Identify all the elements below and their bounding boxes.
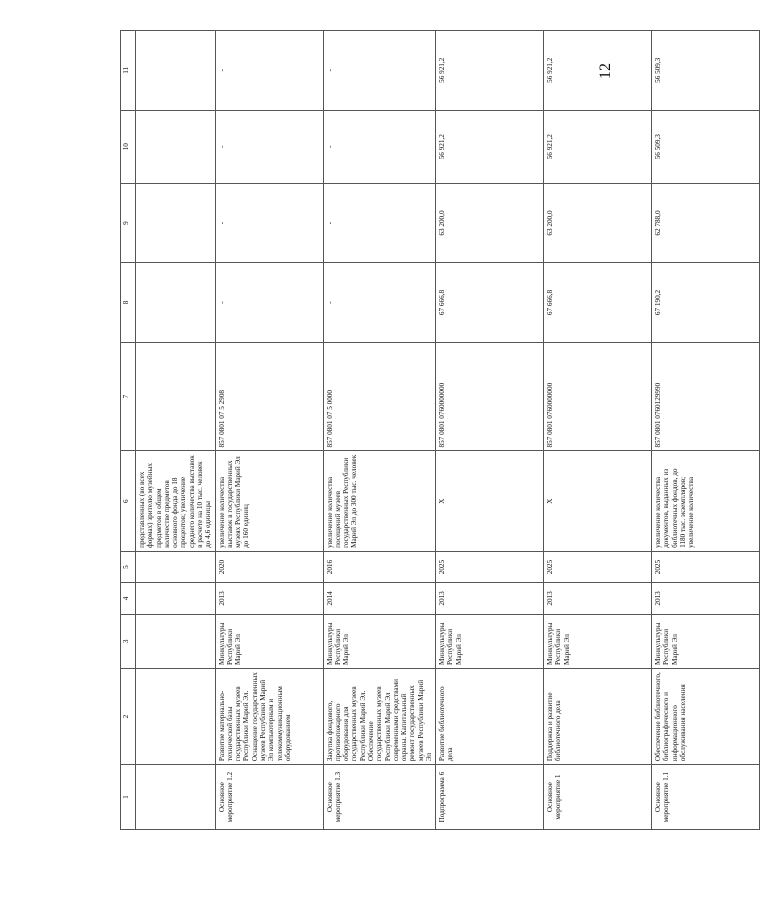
column-header: 10	[121, 110, 136, 183]
cell-value: 63 200,0	[544, 183, 652, 262]
cell-code	[136, 342, 216, 451]
cell-value: 67 666,8	[436, 263, 544, 342]
cell-code: 857 0801 0760000000	[544, 342, 652, 451]
cell-end-year: 2025	[652, 551, 760, 582]
table-row	[544, 31, 652, 830]
cell-value: 56 921,2	[544, 31, 652, 111]
cell-value: -	[323, 110, 436, 183]
cell-measure: Основное мероприятие 1.1	[652, 765, 760, 830]
cell-result: увеличение количества выставок в государственных музеях Республики Марий Эл до 160 единиц	[215, 451, 323, 551]
table-row	[136, 31, 216, 830]
cell-executor: Минкультуры Республики Марий Эл	[215, 614, 323, 668]
cell-end-year: 2025	[436, 551, 544, 582]
cell-value: -	[323, 183, 436, 262]
cell-start-year: 2013	[436, 583, 544, 614]
cell-executor: Минкультуры Республики Марий Эл	[652, 614, 760, 668]
cell-value	[136, 31, 216, 111]
cell-end-year: 2025	[544, 551, 652, 582]
cell-code: 857 0801 0760000000	[436, 342, 544, 451]
table-row	[323, 31, 436, 830]
cell-measure	[136, 765, 216, 830]
page-number: 12	[597, 63, 614, 79]
cell-code: 857 0801 07 5 2908	[215, 342, 323, 451]
column-header: 11	[121, 31, 136, 111]
cell-end-year	[136, 551, 216, 582]
cell-title: Развитие библиотечного дела	[436, 668, 544, 764]
cell-value	[136, 110, 216, 183]
cell-result: увеличение количества документов, выданных из библиотечных фондов, до 1180 тыс. экземпляров; увеличение количества	[652, 451, 760, 551]
cell-result: увеличение количества посещений музеев государственных Республики Марий Эл до 300 тыс. человек	[323, 451, 436, 551]
cell-measure: Основное мероприятие 1.3	[323, 765, 436, 830]
cell-value: -	[215, 183, 323, 262]
column-header: 9	[121, 183, 136, 262]
cell-code: 857 0801 07 5 0000	[323, 342, 436, 451]
program-table	[120, 30, 760, 830]
cell-executor: Минкультуры Республики Марий Эл	[544, 614, 652, 668]
table-row	[436, 31, 544, 830]
cell-start-year	[136, 583, 216, 614]
cell-value: 63 200,0	[436, 183, 544, 262]
cell-value: 56 509,3	[652, 110, 760, 183]
cell-executor: Минкультуры Республики Марий Эл	[323, 614, 436, 668]
cell-value: 56 921,2	[436, 110, 544, 183]
column-header: 4	[121, 583, 136, 614]
cell-value	[136, 263, 216, 342]
column-header: 2	[121, 668, 136, 764]
cell-title: Поддержка и развитие библиотечного дела	[544, 668, 652, 764]
cell-start-year: 2013	[215, 583, 323, 614]
cell-code: 857 0801 0760129990	[652, 342, 760, 451]
column-header: 3	[121, 614, 136, 668]
cell-end-year: 2016	[323, 551, 436, 582]
cell-start-year: 2013	[652, 583, 760, 614]
cell-measure: Подпрограмма 6	[436, 765, 544, 830]
cell-end-year: 2020	[215, 551, 323, 582]
program-table-container	[120, 30, 696, 830]
cell-value: 56 921,2	[544, 110, 652, 183]
cell-value: 56 921,2	[436, 31, 544, 111]
cell-executor: Минкультуры Республики Марий Эл	[436, 614, 544, 668]
column-header: 1	[121, 765, 136, 830]
column-header: 6	[121, 451, 136, 551]
cell-title: Закупка фондового, противопожарного оборудования для государственных музеев Республики Марий Эл. Обеспечение государственных музеев Республики Марий Эл современными средствами охраны. Капитальный ремонт государственных музеев Республики Марий Эл	[323, 668, 436, 764]
cell-title: Развитие материально-технической базы государственных музеев Республики Марий Эл. Оснащение государственных музеев Республики Марий Эл компьютерным и телекоммуникационным оборудованием	[215, 668, 323, 764]
column-header: 7	[121, 342, 136, 451]
cell-value: 62 788,0	[652, 183, 760, 262]
cell-value: 56 509,3	[652, 31, 760, 111]
cell-measure: Основное мероприятие 1.2	[215, 765, 323, 830]
cell-value: -	[215, 110, 323, 183]
cell-value: -	[215, 31, 323, 111]
cell-title: Обеспечение библиотечного, библиографического и информационного обслуживания населения	[652, 668, 760, 764]
table-row	[652, 31, 760, 830]
column-header: 5	[121, 551, 136, 582]
header-row	[121, 31, 136, 830]
cell-value: -	[215, 263, 323, 342]
cell-value	[136, 183, 216, 262]
cell-start-year: 2014	[323, 583, 436, 614]
rotated-table-wrapper	[120, 30, 696, 830]
cell-start-year: 2013	[544, 583, 652, 614]
cell-result: X	[544, 451, 652, 551]
cell-title	[136, 668, 216, 764]
cell-value: 67 190,2	[652, 263, 760, 342]
cell-value: -	[323, 263, 436, 342]
column-header: 8	[121, 263, 136, 342]
cell-result: X	[436, 451, 544, 551]
cell-measure: Основное мероприятие 1	[544, 765, 652, 830]
cell-result: представленных (во всех формах) зрителю музейных предметов в общем количестве предметов основного фонда до 18 процентов; увеличение среднего количества выставок в расчете на 10 тыс. человек до 4,6 единицы	[136, 451, 216, 551]
cell-value: 67 666,8	[544, 263, 652, 342]
cell-executor	[136, 614, 216, 668]
cell-value: -	[323, 31, 436, 111]
table-row	[215, 31, 323, 830]
